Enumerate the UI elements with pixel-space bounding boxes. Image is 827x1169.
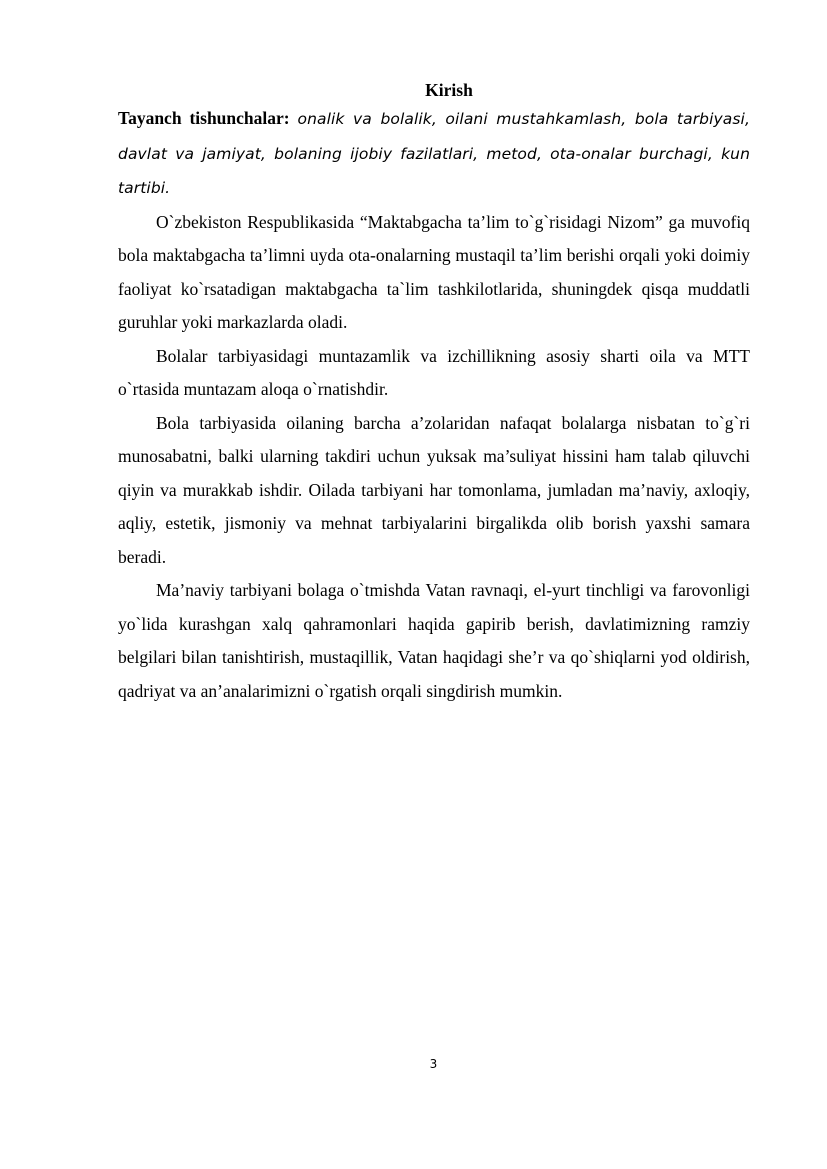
body-paragraph: O`zbekiston Respublikasida “Maktabgacha ta’lim to`g`risidagi Nizom” ga muvofiq bola maktabgacha ta’limni uyda ota-onalarning mustaqil ta’lim berishi orqali yoki doimiy faoliyat ko`rsatadigan maktabgacha ta`lim tashkilotlarida, shuningdek qisqa muddatli guruhlar yoki markazlarda oladi. (118, 211, 750, 332)
page-title: Kirish (425, 80, 473, 100)
body-paragraph: Bolalar tarbiyasidagi muntazamlik va izchillikning asosiy sharti oila va MTT o`rtasida muntazam aloqa o`rnatishdir. (118, 345, 750, 399)
page-number: 3 (429, 1057, 438, 1071)
page-content (118, 78, 750, 708)
keywords-label: Tayanch tishunchalar: (118, 108, 290, 128)
keywords-text: onalik va bolalik, oilani mustahkamlash, bola tarbiyasi, davlat va jamiyat, bolaning ijobiy fazilatlari, metod, ota-onalar burchagi, kun tartibi. (118, 110, 750, 197)
body-paragraph: Bola tarbiyasida oilaning barcha a’zolaridan nafaqat bolalarga nisbatan to`g`ri munosabatni, balki ularning takdiri uchun yuksak ma’suliyat hissini ham talab qiluvchi qiyin va murakkab ishdir. Oilada tarbiyani har tomonlama, jumladan ma’naviy, axloqiy, aqliy, estetik, jismoniy va mehnat tarbiyalarini birgalikda olib borish yaxshi samara beradi. (118, 412, 750, 567)
body-paragraph: Ma’naviy tarbiyani bolaga o`tmishda Vatan ravnaqi, el-yurt tinchligi va farovonligi yo`lida kurashgan xalq qahramonlari haqida gapirib berish, davlatimizning ramziy belgilari bilan tanishtirish, mustaqillik, Vatan haqidagi she’r va qo`shiqlarni yod oldirish, qadriyat va an’analarimizni o`rgatish orqali singdirish mumkin. (118, 580, 750, 701)
keywords-paragraph (118, 102, 750, 206)
